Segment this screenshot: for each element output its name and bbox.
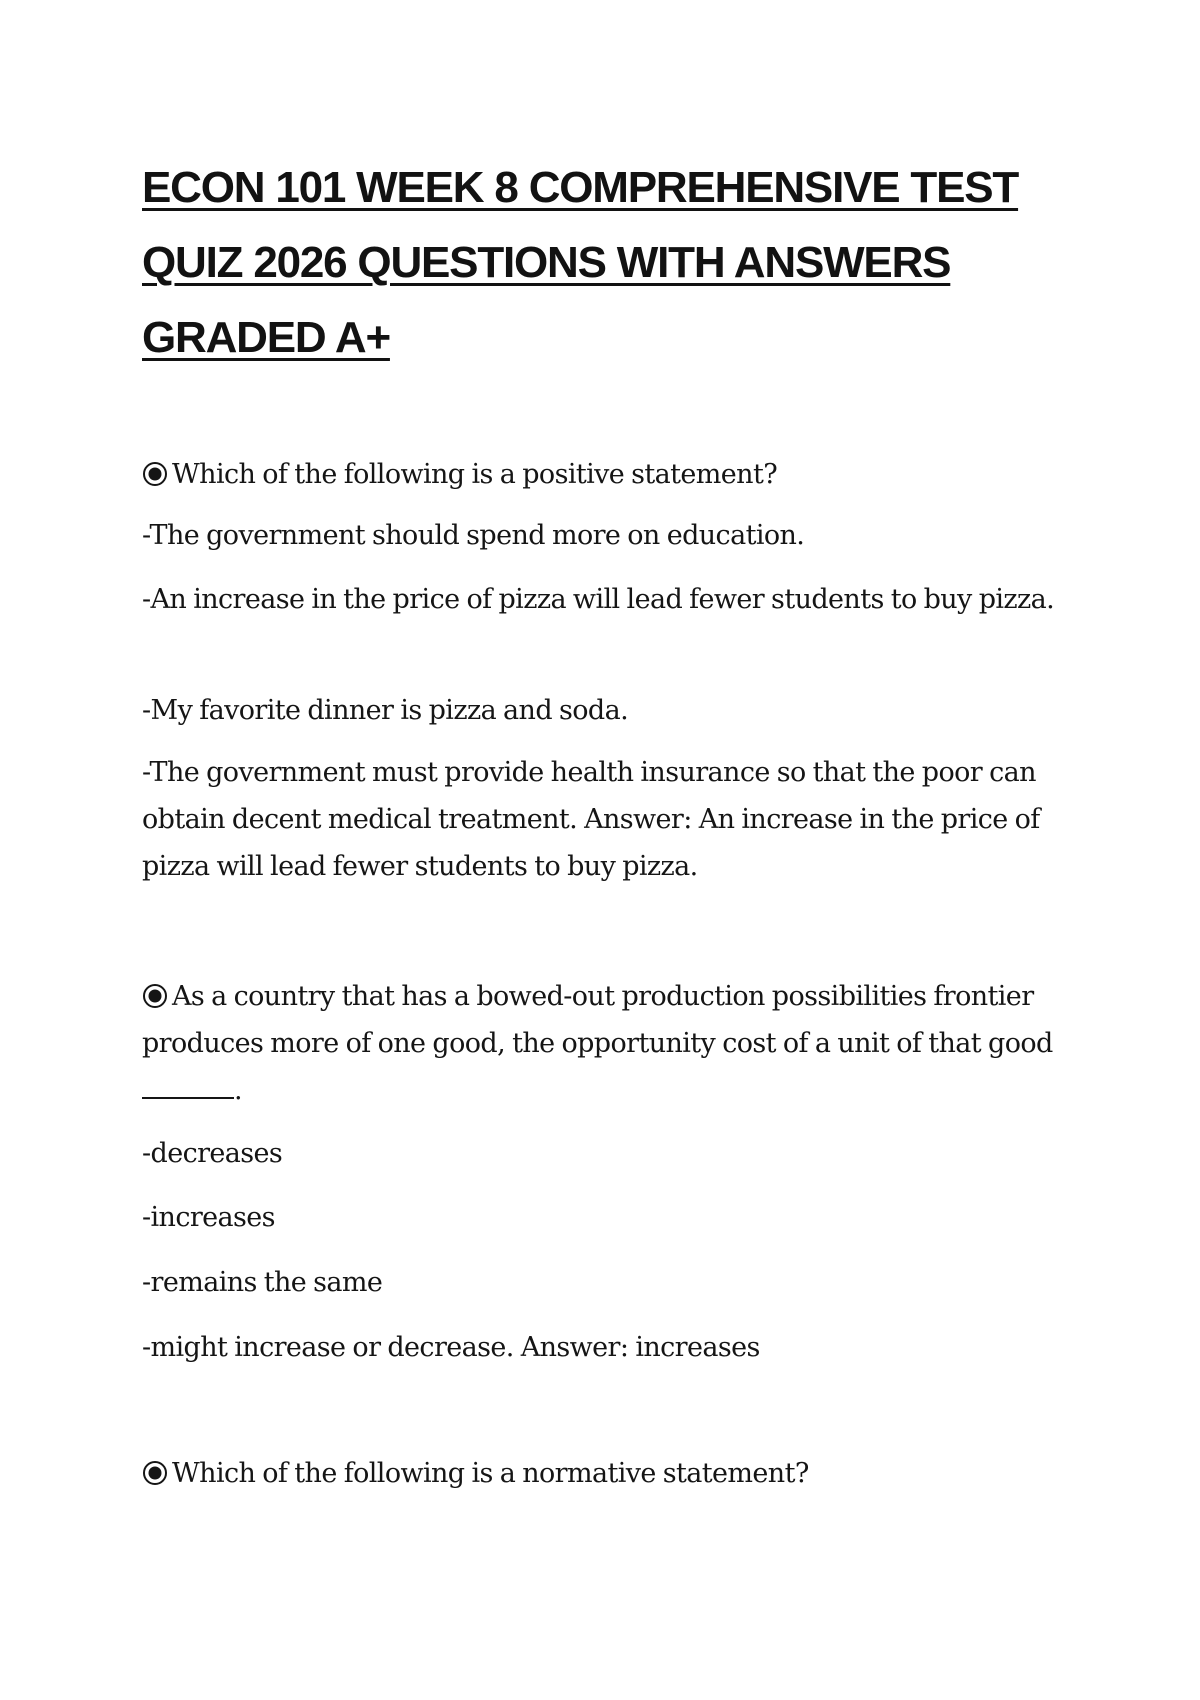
question-text: Which of the following is a positive statement? bbox=[172, 459, 778, 490]
answer-option: -remains the same bbox=[142, 1267, 383, 1298]
radio-bullet-icon bbox=[142, 461, 168, 487]
fill-in-blank bbox=[142, 1071, 234, 1099]
question-2 bbox=[142, 973, 1072, 1114]
answer-option-with-answer: -The government must provide health insurance so that the poor can obtain decent medical treatment. Answer: An increase in the price of pizza will lead fewer students to buy pizza. bbox=[142, 757, 1040, 882]
radio-bullet-icon bbox=[142, 1460, 168, 1486]
title-line: ECON 101 WEEK 8 COMPREHENSIVE TEST bbox=[142, 163, 1019, 212]
radio-bullet-icon bbox=[142, 983, 168, 1009]
answer-option-with-answer: -might increase or decrease. Answer: increases bbox=[142, 1332, 760, 1363]
answer-option: -An increase in the price of pizza will lead fewer students to buy pizza. bbox=[142, 584, 1055, 615]
title-line: QUIZ 2026 QUESTIONS WITH ANSWERS bbox=[142, 238, 951, 287]
answer-option: -My favorite dinner is pizza and soda. bbox=[142, 695, 629, 726]
question-text: Which of the following is a normative statement? bbox=[172, 1458, 809, 1489]
answer-option: -increases bbox=[142, 1202, 275, 1233]
document-title bbox=[142, 150, 1062, 375]
question-1 bbox=[142, 451, 1072, 498]
answer-option: -The government should spend more on education. bbox=[142, 520, 805, 551]
question-punctuation: . bbox=[234, 1075, 242, 1106]
title-line: GRADED A+ bbox=[142, 313, 390, 362]
question-3 bbox=[142, 1450, 1072, 1497]
answer-option: -decreases bbox=[142, 1138, 283, 1169]
question-text: As a country that has a bowed-out production possibilities frontier produces more of one good, the opportunity cost of a unit of that good bbox=[142, 981, 1053, 1059]
